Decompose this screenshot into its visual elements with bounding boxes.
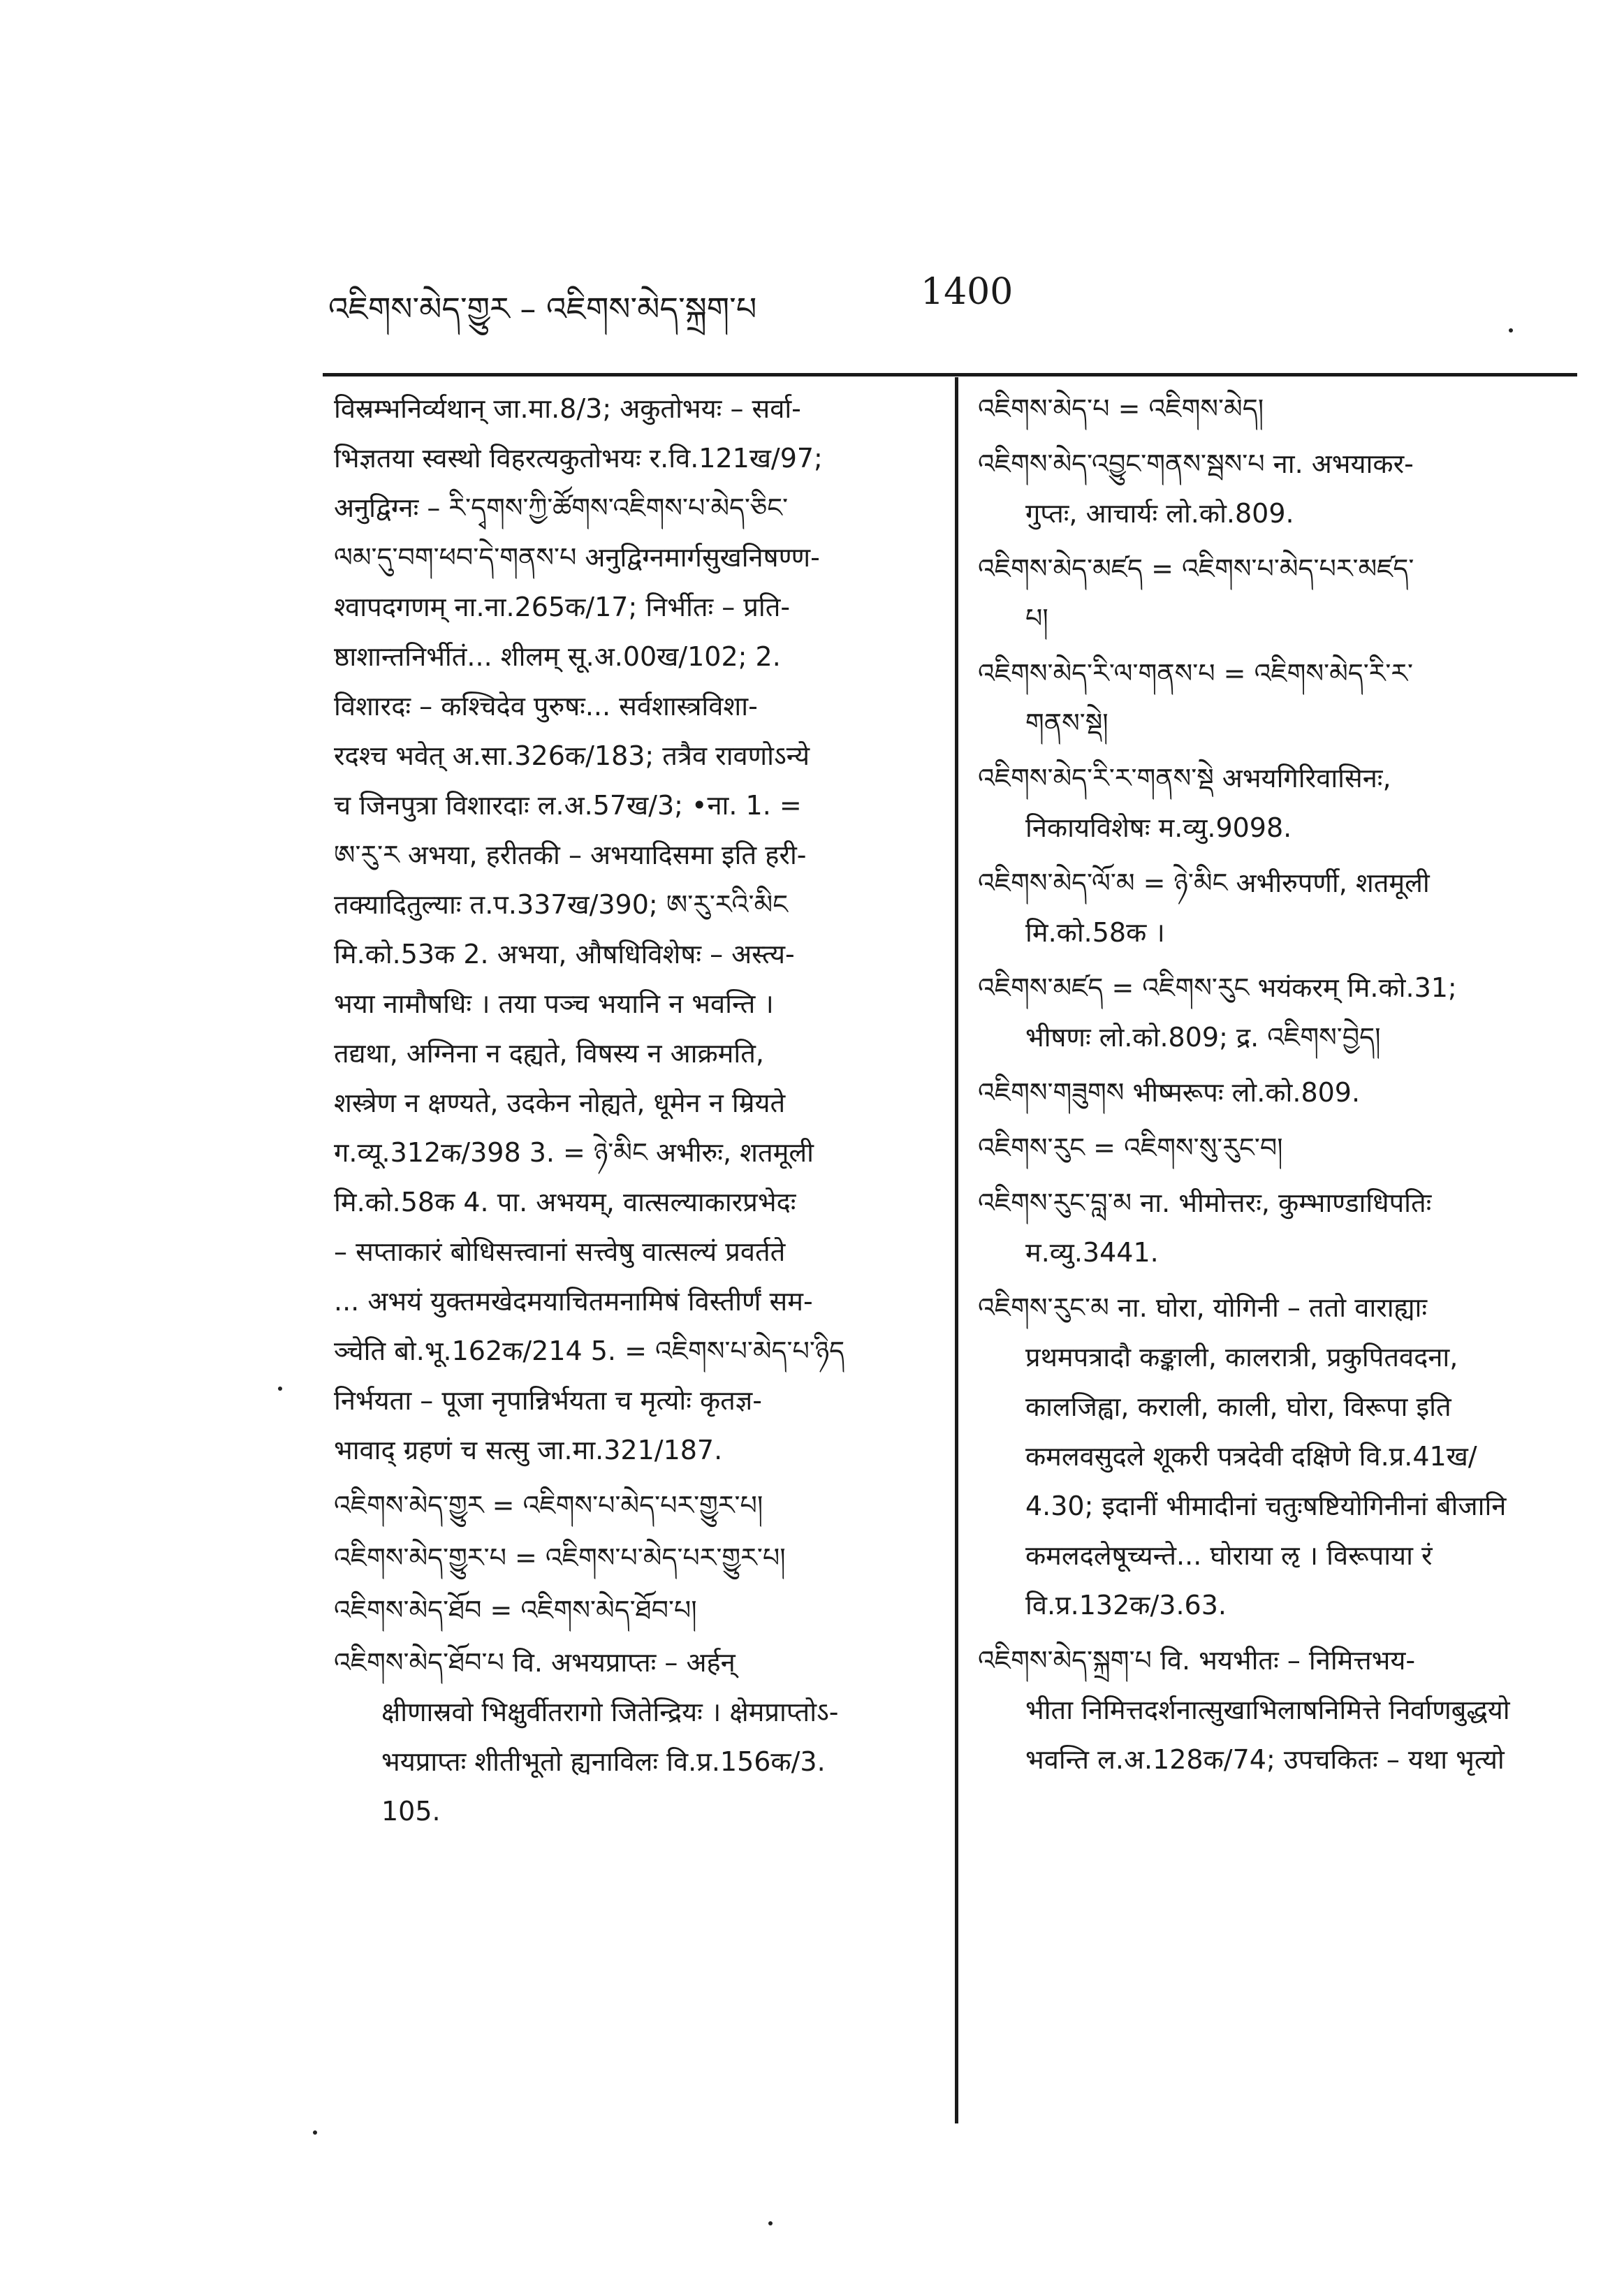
entry-headword-line: འཇིགས་མེད་རི་ར་གནས་སྡེ अभयगिरिवासिनः, <box>978 763 1391 794</box>
dictionary-entry <box>978 963 1572 1062</box>
dictionary-entry <box>978 649 1572 748</box>
page-number: 1400 <box>921 271 1014 313</box>
speck <box>1509 328 1513 332</box>
dictionary-entry <box>978 754 1572 853</box>
entry-line: प्रथमपत्रादौ कङ्काली, कालरात्री, प्रकुपितवदना, <box>1025 1342 1458 1373</box>
dictionary-entry <box>978 1178 1572 1278</box>
dictionary-entry <box>978 384 1572 434</box>
text-line: विस्रम्भनिर्व्यथान् जा.मा.8/3; अकुतोभयः – सर्वा- <box>334 393 801 424</box>
speck <box>313 2130 317 2135</box>
text-line: – सप्ताकारं बोधिसत्त्वानां सत्त्वेषु वात्सल्यं प्रवर्तते <box>334 1236 786 1267</box>
entry-headword-line: འཇིགས་རུང་བླ་མ ना. भीमोत्तरः, कुम्भाण्डाधिपतिः <box>978 1187 1432 1218</box>
entry-line: कमलवसुदले शूकरी पत्रदेवी दक्षिणे वि.प्र.41ख/ <box>1025 1441 1477 1472</box>
text-line: शस्त्रेण न क्षण्यते, उदकेन नोह्यते, धूमेन न म्रियते <box>334 1088 786 1118</box>
text-line: ཨ་རུ་ར अभया, हरीतकी – अभयादिसमा इति हरी- <box>334 840 807 870</box>
text-line: रदश्च भवेत् अ.सा.326क/183; तत्रैव रावणोऽन्ये <box>334 740 810 771</box>
text-line: ग.व्यू.312क/398 3. = ཉེ་མིང अभीरुः, शतमूली <box>334 1137 814 1168</box>
entry-line: कमलदलेषूच्यन्ते... घोराया ऌ । विरूपाया रं <box>1025 1540 1433 1571</box>
entry-line: भीषणः लो.को.809; द्र. འཇིགས་བྱེད། <box>1025 1022 1381 1053</box>
dictionary-entry <box>978 544 1572 643</box>
text-line: भिज्ञतया स्वस्थो विहरत्यकुतोभयः र.वि.121ख/97; <box>334 443 823 474</box>
entry-headword-line: འཇིགས་མེད་སྐྲག་པ वि. भयभीतः – निमित्तभय- <box>978 1645 1416 1676</box>
entry-headword-line: འཇིགས་མེད་པ = འཇིགས་མེད། <box>978 393 1264 424</box>
text-line: श्वापदगणम् ना.ना.265क/17; निर्भीतः – प्रति- <box>334 592 791 622</box>
entry-headword-line: འཇིགས་མེད་ཐོབ་པ वि. अभयप्राप्तः – अर्हन् <box>334 1647 736 1678</box>
entry-headword-line: འཇིགས་མེད་ལོ་མ = ཉེ་མིང अभीरुपर्णी, शतमूली <box>978 868 1430 898</box>
text-line: तद्यथा, अग्निना न दह्यते, विषस्य न आक्रमति, <box>334 1038 764 1069</box>
entry-line: भीता निमित्तदर्शनात्सुखाभिलाषनिमित्ते निर्वाणबुद्धयो <box>1025 1695 1510 1725</box>
speck <box>768 2221 773 2225</box>
entry-headword-line: འཇིགས་མེད་འབྱུང་གནས་སྦས་པ ना. अभयाकर- <box>978 448 1414 479</box>
text-line: मि.को.58क 4. पा. अभयम्, वात्सल्याकारप्रभेदः <box>334 1187 796 1217</box>
entry-line: པ། <box>1025 603 1048 634</box>
text-line: विशारदः – कश्चिदेव पुरुषः... सर्वशास्त्रविशा- <box>334 691 758 722</box>
dictionary-entry <box>978 1068 1572 1118</box>
entry-line: निकायविशेषः म.व्यु.9098. <box>1025 812 1292 843</box>
text-line: ... अभयं युक्तमखेदमयाचितमनामिषं विस्तीर्णं सम- <box>334 1286 813 1317</box>
entry-headword-line: འཇིགས་གཟུགས भीष्मरूपः लो.को.809. <box>978 1077 1361 1108</box>
continuation-block <box>334 384 936 1475</box>
dictionary-entry <box>978 858 1572 958</box>
entry-line: भयप्राप्तः शीतीभूतो ह्यनाविलः वि.प्र.156क/3. <box>381 1746 826 1777</box>
entry-headword-line: འཇིགས་རུང་མ ना. घोरा, योगिनी – ततो वाराह्याः <box>978 1292 1427 1323</box>
header-rule <box>323 373 1577 376</box>
text-line: ལམ་དུ་བག་ཕབ་དེ་གནས་པ अनुद्विग्नमार्गसुखनिषण्ण- <box>334 542 820 573</box>
dictionary-entry <box>978 1123 1572 1173</box>
dictionary-entry <box>978 1636 1572 1785</box>
left-column <box>334 384 936 1839</box>
entry-headword-line: འཇིགས་མེད་ཐོབ = འཇིགས་མེད་ཐོབ་པ། <box>334 1595 697 1625</box>
entry-line: 4.30; इदानीं भीमादीनां चतुःषष्टियोगिनीनां बीजानि <box>1025 1491 1507 1521</box>
entry-headword-line: འཇིགས་རུང = འཇིགས་སུ་རུང་བ། <box>978 1132 1283 1163</box>
entry-headword-line: འཇིགས་མེད་མཛད = འཇིགས་པ་མེད་པར་མཛད་ <box>978 553 1414 584</box>
entry-line: भवन्ति ल.अ.128क/74; उपचकितः – यथा भृत्यो <box>1025 1744 1505 1775</box>
text-line: मि.को.53क 2. अभया, औषधिविशेषः – अस्त्य- <box>334 939 795 970</box>
dictionary-entry <box>334 1586 936 1635</box>
dictionary-entry <box>334 1533 936 1583</box>
entry-line: कालजिह्वा, कराली, काली, घोरा, विरूपा इति <box>1025 1391 1451 1422</box>
entry-line: म.व्यु.3441. <box>1025 1237 1159 1268</box>
text-line: निर्भयता – पूजा नृपान्निर्भयता च मृत्योः कृतज्ञ- <box>334 1385 762 1416</box>
text-line: च जिनपुत्रा विशारदाः ल.अ.57ख/3; •ना. 1. = <box>334 790 802 821</box>
text-line: तक्यादितुल्याः त.प.337ख/390; ཨ་རུ་རའི་མིང <box>334 889 789 920</box>
column-divider <box>955 377 958 2123</box>
text-line: भावाद् ग्रहणं च सत्सु जा.मा.321/187. <box>334 1435 723 1465</box>
entry-headword-line: འཇིགས་མཛད = འཇིགས་རུང भयंकरम् मि.को.31; <box>978 972 1457 1003</box>
entry-headword-line: འཇིགས་མེད་རི་ལ་གནས་པ = འཇིགས་མེད་རི་ར་ <box>978 658 1414 689</box>
entry-line: གནས་སྡེ། <box>1025 708 1109 738</box>
speck <box>278 1387 282 1391</box>
entry-headword-line: འཇིགས་མེད་གྱུར་པ = འཇིགས་པ་མེད་པར་གྱུར་པ། <box>334 1542 786 1573</box>
text-line: अनुद्विग्नः – རི་དྭགས་ཀྱི་ཚོགས་འཇིགས་པ་མེད་ཅིང་ <box>334 492 789 523</box>
right-column <box>978 384 1572 1790</box>
dictionary-entry <box>978 439 1572 539</box>
text-line: ञ्चेति बो.भू.162क/214 5. = འཇིགས་པ་མེད་པ་ཉིད <box>334 1336 845 1366</box>
entry-headword-line: འཇིགས་མེད་གྱུར = འཇིགས་པ་མེད་པར་གྱུར་པ། <box>334 1490 763 1521</box>
running-head: འཇིགས་མེད་གྱུར – འཇིགས་མེད་སྐྲག་པ <box>328 290 757 328</box>
dictionary-entry <box>334 1481 936 1530</box>
text-line: भया नामौषधिः । तया पञ्च भयानि न भवन्ति । <box>334 988 774 1019</box>
entry-line: मि.को.58क । <box>1025 917 1165 948</box>
entry-line: 105. <box>381 1796 441 1827</box>
text-line: ष्ठाशान्तनिर्भीतं... शीलम् सू.अ.00ख/102; 2. <box>334 641 781 672</box>
dictionary-entry <box>334 1638 936 1836</box>
entry-line: गुप्तः, आचार्यः लो.को.809. <box>1025 498 1294 529</box>
entry-line: वि.प्र.132क/3.63. <box>1025 1590 1227 1621</box>
dictionary-entry <box>978 1283 1572 1630</box>
entry-line: क्षीणास्रवो भिक्षुर्वीतरागो जितेन्द्रियः । क्षेमप्राप्तोऽ- <box>381 1697 839 1727</box>
